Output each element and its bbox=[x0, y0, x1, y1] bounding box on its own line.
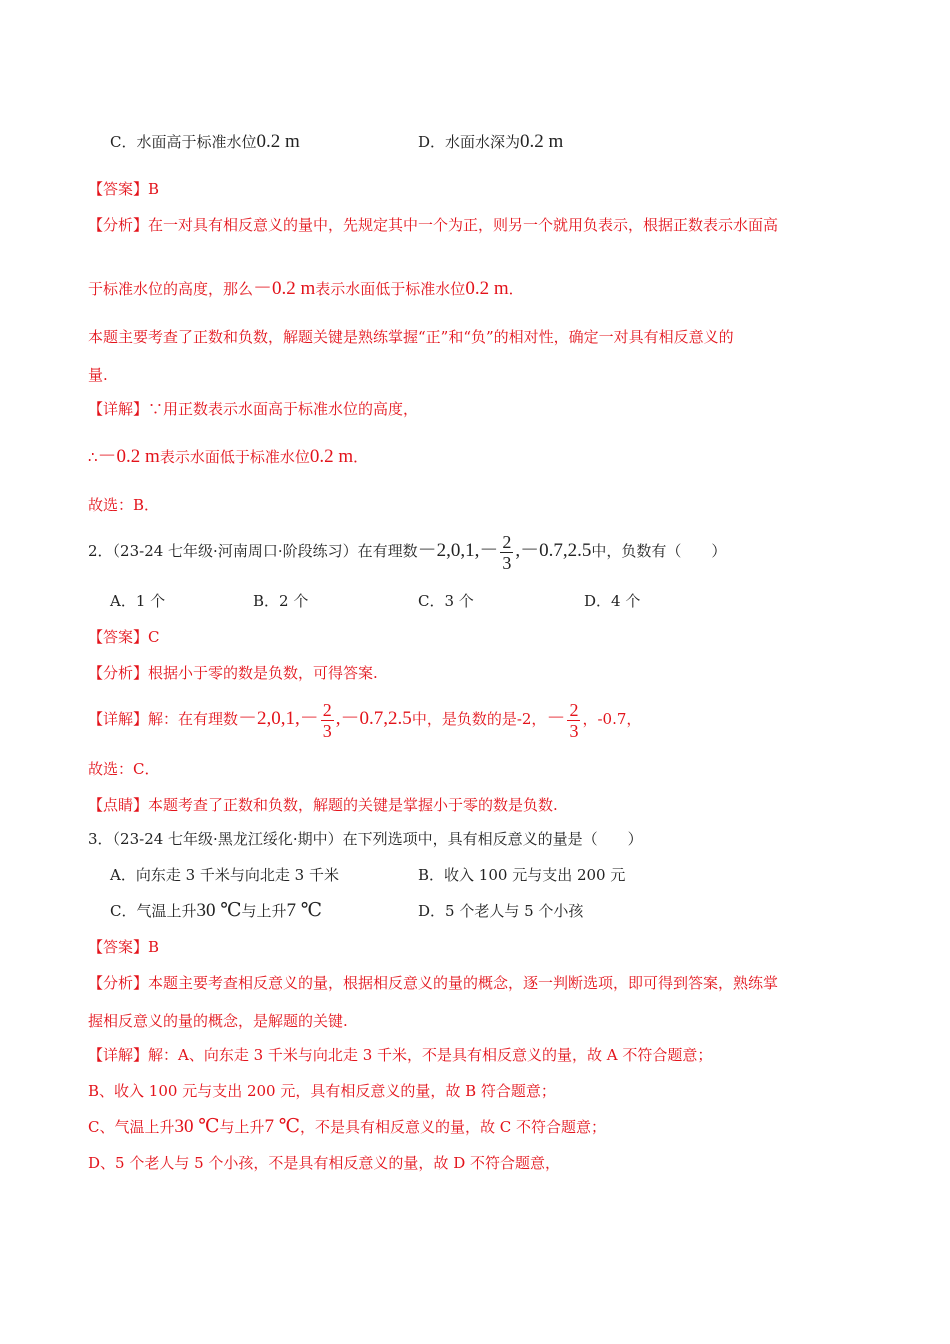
math-value: 0.2 m bbox=[309, 446, 354, 467]
q2-option-a: A．1 个 bbox=[110, 592, 166, 610]
fraction-numerator: 2 bbox=[569, 699, 579, 720]
fraction bbox=[321, 700, 334, 741]
fraction bbox=[500, 532, 513, 573]
math-value: －2,0,1,－ bbox=[238, 708, 319, 729]
q1-option-c bbox=[110, 131, 300, 153]
detail-text: 解：A、向东走 3 千米与向北走 3 千米，不是具有相反意义的量，故 A 不符合题意； bbox=[148, 1046, 713, 1064]
detail-tag: 【详解】 bbox=[88, 1046, 149, 1064]
q2-stem-text: 2．（23-24 七年级·河南周口·阶段练习）在有理数 bbox=[88, 542, 418, 560]
fraction bbox=[567, 700, 580, 741]
q1-option-c-value: 0.2 m bbox=[256, 131, 300, 152]
q3-detail-line4: D、5 个老人与 5 个小孩，不是具有相反意义的量，故 D 不符合题意， bbox=[88, 1154, 560, 1172]
option-text: C．气温上升 bbox=[110, 902, 197, 920]
q3-option-a: A．向东走 3 千米与向北走 3 千米 bbox=[110, 866, 339, 884]
detail-text: 中，是负数的是-2， bbox=[411, 710, 547, 728]
q2-option-d: D．4 个 bbox=[584, 592, 641, 610]
detail-text: C、气温上升 bbox=[88, 1118, 175, 1136]
detail-text: 解：在有理数 bbox=[148, 710, 239, 728]
q1-detail-line2 bbox=[88, 446, 368, 468]
q3-detail-line3 bbox=[88, 1116, 606, 1138]
q2-answer bbox=[88, 626, 160, 648]
punctuation: ． bbox=[353, 448, 369, 466]
answer-tag: 【答案】 bbox=[88, 180, 149, 198]
analysis-text: 表示水面低于标准水位 bbox=[315, 280, 466, 298]
q3-detail-line1 bbox=[88, 1044, 712, 1066]
math-value: ,－0.7,2.5 bbox=[335, 708, 412, 729]
math-value: 30 ℃ bbox=[196, 900, 242, 921]
q2-option-c: C．3 个 bbox=[418, 592, 474, 610]
detail-text: ，不是具有相反意义的量，故 C 不符合题意； bbox=[300, 1118, 607, 1136]
fraction-denominator: 3 bbox=[502, 552, 512, 573]
q3-option-b: B．收入 100 元与支出 200 元 bbox=[418, 866, 626, 884]
comment-tag: 【点睛】 bbox=[88, 796, 149, 814]
fraction-denominator: 3 bbox=[569, 720, 579, 741]
math-value: －0.2 m bbox=[97, 446, 160, 467]
therefore-symbol: ∴ bbox=[88, 448, 98, 466]
q3-analysis-line2: 握相反意义的量的概念，是解题的关键. bbox=[88, 1012, 348, 1030]
detail-text: ，-0.7， bbox=[582, 710, 642, 728]
detail-text: 与上升 bbox=[219, 1118, 265, 1136]
q3-detail-line2: B、收入 100 元与支出 200 元，具有相反意义的量，故 B 符合题意； bbox=[88, 1082, 556, 1100]
answer-tag: 【答案】 bbox=[88, 628, 149, 646]
q1-option-d-label: D．水面水深为 bbox=[418, 133, 521, 151]
q3-option-c bbox=[110, 900, 322, 922]
q2-stem-text: 中，负数有（ ） bbox=[591, 542, 727, 560]
q2-detail bbox=[88, 698, 641, 741]
q2-stem bbox=[88, 530, 726, 573]
math-value: 0.2 m bbox=[465, 278, 509, 299]
fraction-denominator: 3 bbox=[322, 720, 332, 741]
q2-analysis bbox=[88, 662, 378, 684]
q3-option-d: D．5 个老人与 5 个小孩 bbox=[418, 902, 584, 920]
analysis-tag: 【分析】 bbox=[88, 664, 149, 682]
minus-sign: － bbox=[546, 708, 566, 729]
detail-tag: 【详解】 bbox=[88, 400, 149, 418]
analysis-text: 在一对具有相反意义的量中，先规定其中一个为正，则另一个就用负表示，根据正数表示水面高 bbox=[148, 216, 779, 234]
q1-detail-line1 bbox=[88, 398, 418, 420]
answer-text: B bbox=[148, 180, 160, 198]
q2-comment bbox=[88, 794, 558, 816]
q1-option-d bbox=[418, 131, 563, 153]
math-value: －2,0,1,－ bbox=[417, 540, 499, 561]
q3-analysis-line1 bbox=[88, 972, 778, 994]
detail-text: 表示水面低于标准水位 bbox=[159, 448, 310, 466]
answer-text: B bbox=[148, 938, 160, 956]
punctuation: ． bbox=[508, 280, 524, 298]
fraction-numerator: 2 bbox=[322, 699, 332, 720]
fraction-numerator: 2 bbox=[502, 531, 512, 552]
q1-detail-line3: 故选：B． bbox=[88, 496, 160, 514]
option-text: 与上升 bbox=[241, 902, 287, 920]
q1-analysis-line2 bbox=[88, 278, 524, 300]
math-value: －0.2 m bbox=[253, 278, 316, 299]
analysis-text: 本题主要考查相反意义的量，根据相反意义的量的概念，逐一判断选项，即可得到答案，熟练掌 bbox=[148, 974, 779, 992]
q1-option-c-label: C．水面高于标准水位 bbox=[110, 133, 257, 151]
q2-option-b: B．2 个 bbox=[253, 592, 309, 610]
analysis-text: 于标准水位的高度，那么 bbox=[88, 280, 254, 298]
analysis-tag: 【分析】 bbox=[88, 974, 149, 992]
q1-analysis-line4: 量. bbox=[88, 366, 108, 384]
answer-text: C bbox=[148, 628, 160, 646]
math-value: 30 ℃ bbox=[174, 1116, 220, 1137]
q2-choose: 故选：C． bbox=[88, 760, 160, 778]
math-value: 7 ℃ bbox=[286, 900, 323, 921]
math-value: 7 ℃ bbox=[264, 1116, 301, 1137]
q3-stem: 3．（23-24 七年级·黑龙江绥化·期中）在下列选项中，具有相反意义的量是（ ） bbox=[88, 830, 643, 848]
analysis-tag: 【分析】 bbox=[88, 216, 149, 234]
detail-tag: 【详解】 bbox=[88, 710, 149, 728]
detail-text: ∵用正数表示水面高于标准水位的高度， bbox=[148, 400, 419, 418]
analysis-text: 根据小于零的数是负数，可得答案. bbox=[148, 664, 378, 682]
comment-text: 本题考查了正数和负数，解题的关键是掌握小于零的数是负数. bbox=[148, 796, 558, 814]
answer-tag: 【答案】 bbox=[88, 938, 149, 956]
q1-analysis-line3: 本题主要考查了正数和负数，解题关键是熟练掌握“正”和“负”的相对性，确定一对具有相反意义的 bbox=[88, 328, 734, 346]
math-value: ,－0.7,2.5 bbox=[515, 540, 592, 561]
q1-answer bbox=[88, 178, 159, 200]
q3-answer bbox=[88, 936, 159, 958]
q1-analysis-line1 bbox=[88, 214, 778, 236]
q1-option-d-value: 0.2 m bbox=[520, 131, 564, 152]
